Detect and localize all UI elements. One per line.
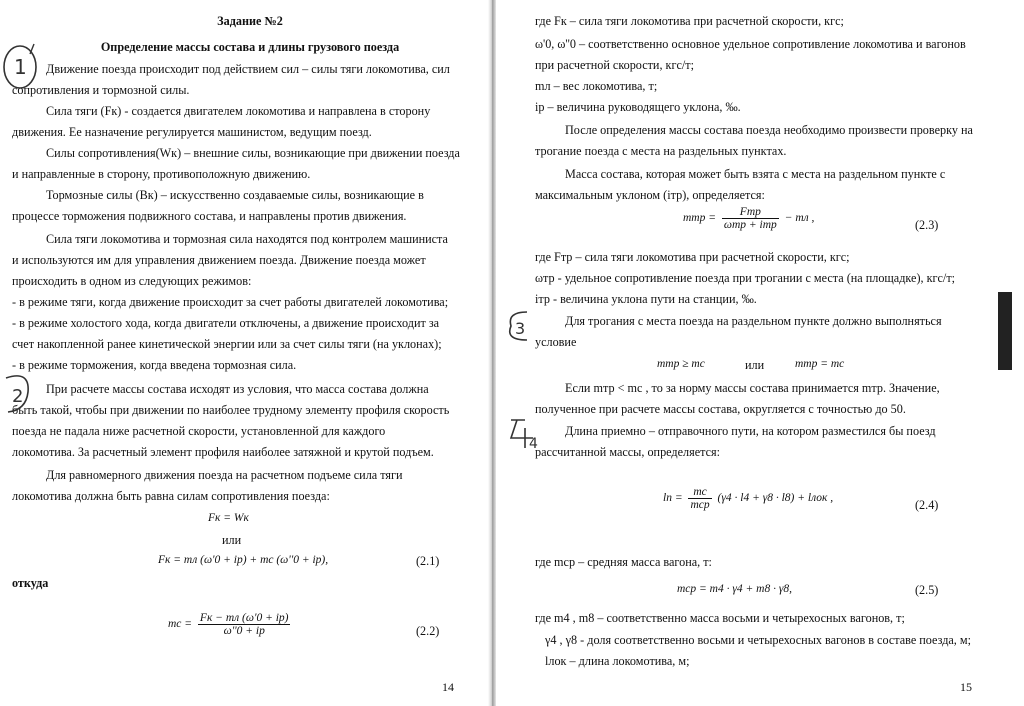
handwritten-mark-3-text: 3: [515, 319, 526, 338]
text-line: поезда не падала ниже расчетной скорости, установленной для каждого: [12, 424, 386, 438]
text-line: движения. Ее назначение регулируется машинистом, ведущим поезд.: [12, 125, 372, 139]
text-line: После определения массы состава поезда необходимо произвести проверку на: [565, 123, 973, 137]
equation-2-4-denominator: mср: [690, 499, 710, 511]
equation-fk-wk: Fк = Wк: [208, 512, 249, 524]
book-fold: [488, 0, 496, 706]
text-line: При расчете массы состава исходят из условия, что масса состава должна: [46, 382, 429, 396]
text-line: iр – величина руководящего уклона, ‰.: [535, 100, 741, 114]
condition-b: mтр = mс: [795, 358, 845, 370]
equation-2-4: [663, 486, 833, 511]
equation-2-1-number: (2.1): [416, 554, 440, 568]
text-line: - в режиме тяги, когда движение происходит за счет работы двигателей локомотива;: [12, 295, 449, 309]
text-line: Для равномерного движения поезда на расчетном подъеме сила тяги: [46, 468, 403, 482]
text-line: Сила тяги локомотива и тормозная сила находятся под контролем машиниста: [46, 232, 448, 246]
text-line: Длина приемно – отправочного пути, на котором разместился бы поезд: [565, 424, 936, 438]
text-line: lлок – длина локомотива, м;: [545, 654, 690, 668]
text-line: рассчитанной массы, определяется:: [535, 445, 721, 459]
equation-2-3: [683, 206, 814, 231]
equation-2-2-denominator: ω''0 + iр: [223, 625, 265, 637]
equation-2-2-numerator: Fк − mл (ω'0 + iр): [199, 612, 289, 624]
equation-2-4-number: (2.4): [915, 498, 939, 512]
text-line: трогание поезда с места на раздельных пунктах.: [535, 144, 787, 158]
equation-2-2-fraction: [198, 612, 291, 637]
text-line: где Fтр – сила тяги локомотива при расчетной скорости, кгс;: [535, 250, 850, 264]
equation-2-4-tail: (γ4 · l4 + γ8 · l8) + lлок ,: [717, 492, 834, 505]
handwritten-mark-4: [503, 414, 543, 454]
text-line: полученное при расчете массы состава, округляется с точностью до 50.: [535, 402, 906, 416]
equation-or-word: или: [222, 533, 242, 547]
text-line: где m4 , m8 – соответственно масса восьми и четырехосных вагонов, т;: [535, 611, 905, 625]
text-line: ωтр - удельное сопротивление поезда при трогании с места (на площадке), кгс/т;: [535, 271, 956, 285]
text-line: и используются им для управления движением поезда. Движение поезда может: [12, 253, 426, 267]
text-line: Сила тяги (Fк) - создается двигателем локомотива и направлена в сторону: [46, 104, 431, 118]
equation-2-4-fraction: [688, 486, 711, 511]
text-line: - в режиме торможения, когда введена тормозная сила.: [12, 358, 297, 372]
equation-2-2: [168, 612, 293, 637]
equation-2-3-tail: − mл ,: [784, 212, 815, 225]
text-line: где mср – средняя масса вагона, т:: [535, 555, 712, 569]
text-line: где Fк – сила тяги локомотива при расчетной скорости, кгс;: [535, 14, 844, 28]
text-line: условие: [535, 335, 577, 349]
page-number-left: 14: [442, 680, 454, 694]
task-title: Задание №2: [217, 14, 283, 28]
right-page: [505, 0, 1024, 706]
text-line: и направленные в сторону, противоположную движению.: [12, 167, 311, 181]
page-number-right: 15: [960, 680, 972, 694]
text-line: быть такой, чтобы при движении по наиболее трудному элементу профиля скорость: [12, 403, 450, 417]
text-line: Силы сопротивления(Wк) – внешние силы, возникающие при движении поезда: [46, 146, 460, 160]
equation-2-3-fraction: [722, 206, 779, 231]
handwritten-mark-4-text: 4: [529, 436, 538, 452]
handwritten-mark-3: [503, 306, 539, 346]
left-page: [0, 0, 500, 706]
text-line: Если mтр < mс , то за норму массы состава принимается mтр. Значение,: [565, 381, 940, 395]
text-line: Тормозные силы (Bк) – искусственно создаваемые силы, возникающие в: [46, 188, 424, 202]
equation-2-3-lhs: mтр =: [683, 212, 716, 225]
text-line: iтр - величина уклона пути на станции, ‰.: [535, 292, 757, 306]
page-edge-mark: [998, 292, 1012, 370]
handwritten-mark-1: [0, 42, 44, 92]
text-line: происходить в одном из следующих режимов:: [12, 274, 252, 288]
equation-2-2-number: (2.2): [416, 624, 440, 638]
text-line: Движение поезда происходит под действием сил – силы тяги локомотива, сил: [46, 62, 450, 76]
equation-2-3-number: (2.3): [915, 218, 939, 232]
text-line: локомотива. За расчетный элемент профиля наиболее затяжной и крутой подъем.: [12, 445, 434, 459]
text-line: mл – вес локомотива, т;: [535, 79, 658, 93]
text-line: Для трогания с места поезда на раздельном пункте должно выполняться: [565, 314, 942, 328]
text-line: процессе торможения подвижного состава, и направлены против движения.: [12, 209, 407, 223]
equation-2-3-denominator: ωтр + iтр: [723, 219, 777, 231]
text-line: - в режиме холостого хода, когда двигатели отключены, а движение происходит за: [12, 316, 440, 330]
text-line: γ4 , γ8 - доля соответственно восьми и четырехосных вагонов в составе поезда, м;: [545, 633, 972, 647]
text-line: сопротивления и тормозной силы.: [12, 83, 190, 97]
condition-or: или: [745, 358, 765, 372]
section-subtitle: Определение массы состава и длины грузового поезда: [100, 40, 400, 54]
handwritten-mark-1-text: 1: [14, 55, 27, 79]
handwritten-mark-2: [0, 372, 40, 416]
equation-2-3-numerator: Fтр: [722, 206, 779, 219]
otkuda-label: откуда: [12, 576, 49, 590]
text-line: ω'0, ω''0 – соответственно основное удельное сопротивление локомотива и вагонов: [535, 37, 966, 51]
text-line: при расчетной скорости, кгс/т;: [535, 58, 694, 72]
text-line: Масса состава, которая может быть взята с места на раздельном пункте с: [565, 167, 946, 181]
text-line: счет накопленной ранее кинетической энергии или за счет силы тяги (на уклонах);: [12, 337, 442, 351]
equation-2-5: mср = m4 · γ4 + m8 · γ8,: [677, 583, 792, 595]
equation-2-4-lhs: lп =: [663, 492, 683, 505]
text-line: максимальным уклоном (iтр), определяется:: [535, 188, 765, 202]
equation-2-1: Fк = mл (ω'0 + iр) + mс (ω''0 + iр),: [158, 554, 329, 566]
equation-2-4-numerator: mс: [688, 486, 711, 499]
equation-2-2-lhs: mс =: [168, 618, 193, 631]
text-line: локомотива должна быть равна силам сопротивления поезда:: [12, 489, 330, 503]
equation-2-5-number: (2.5): [915, 583, 939, 597]
handwritten-mark-2-text: 2: [12, 386, 24, 407]
condition-a: mтр ≥ mс: [657, 358, 705, 370]
